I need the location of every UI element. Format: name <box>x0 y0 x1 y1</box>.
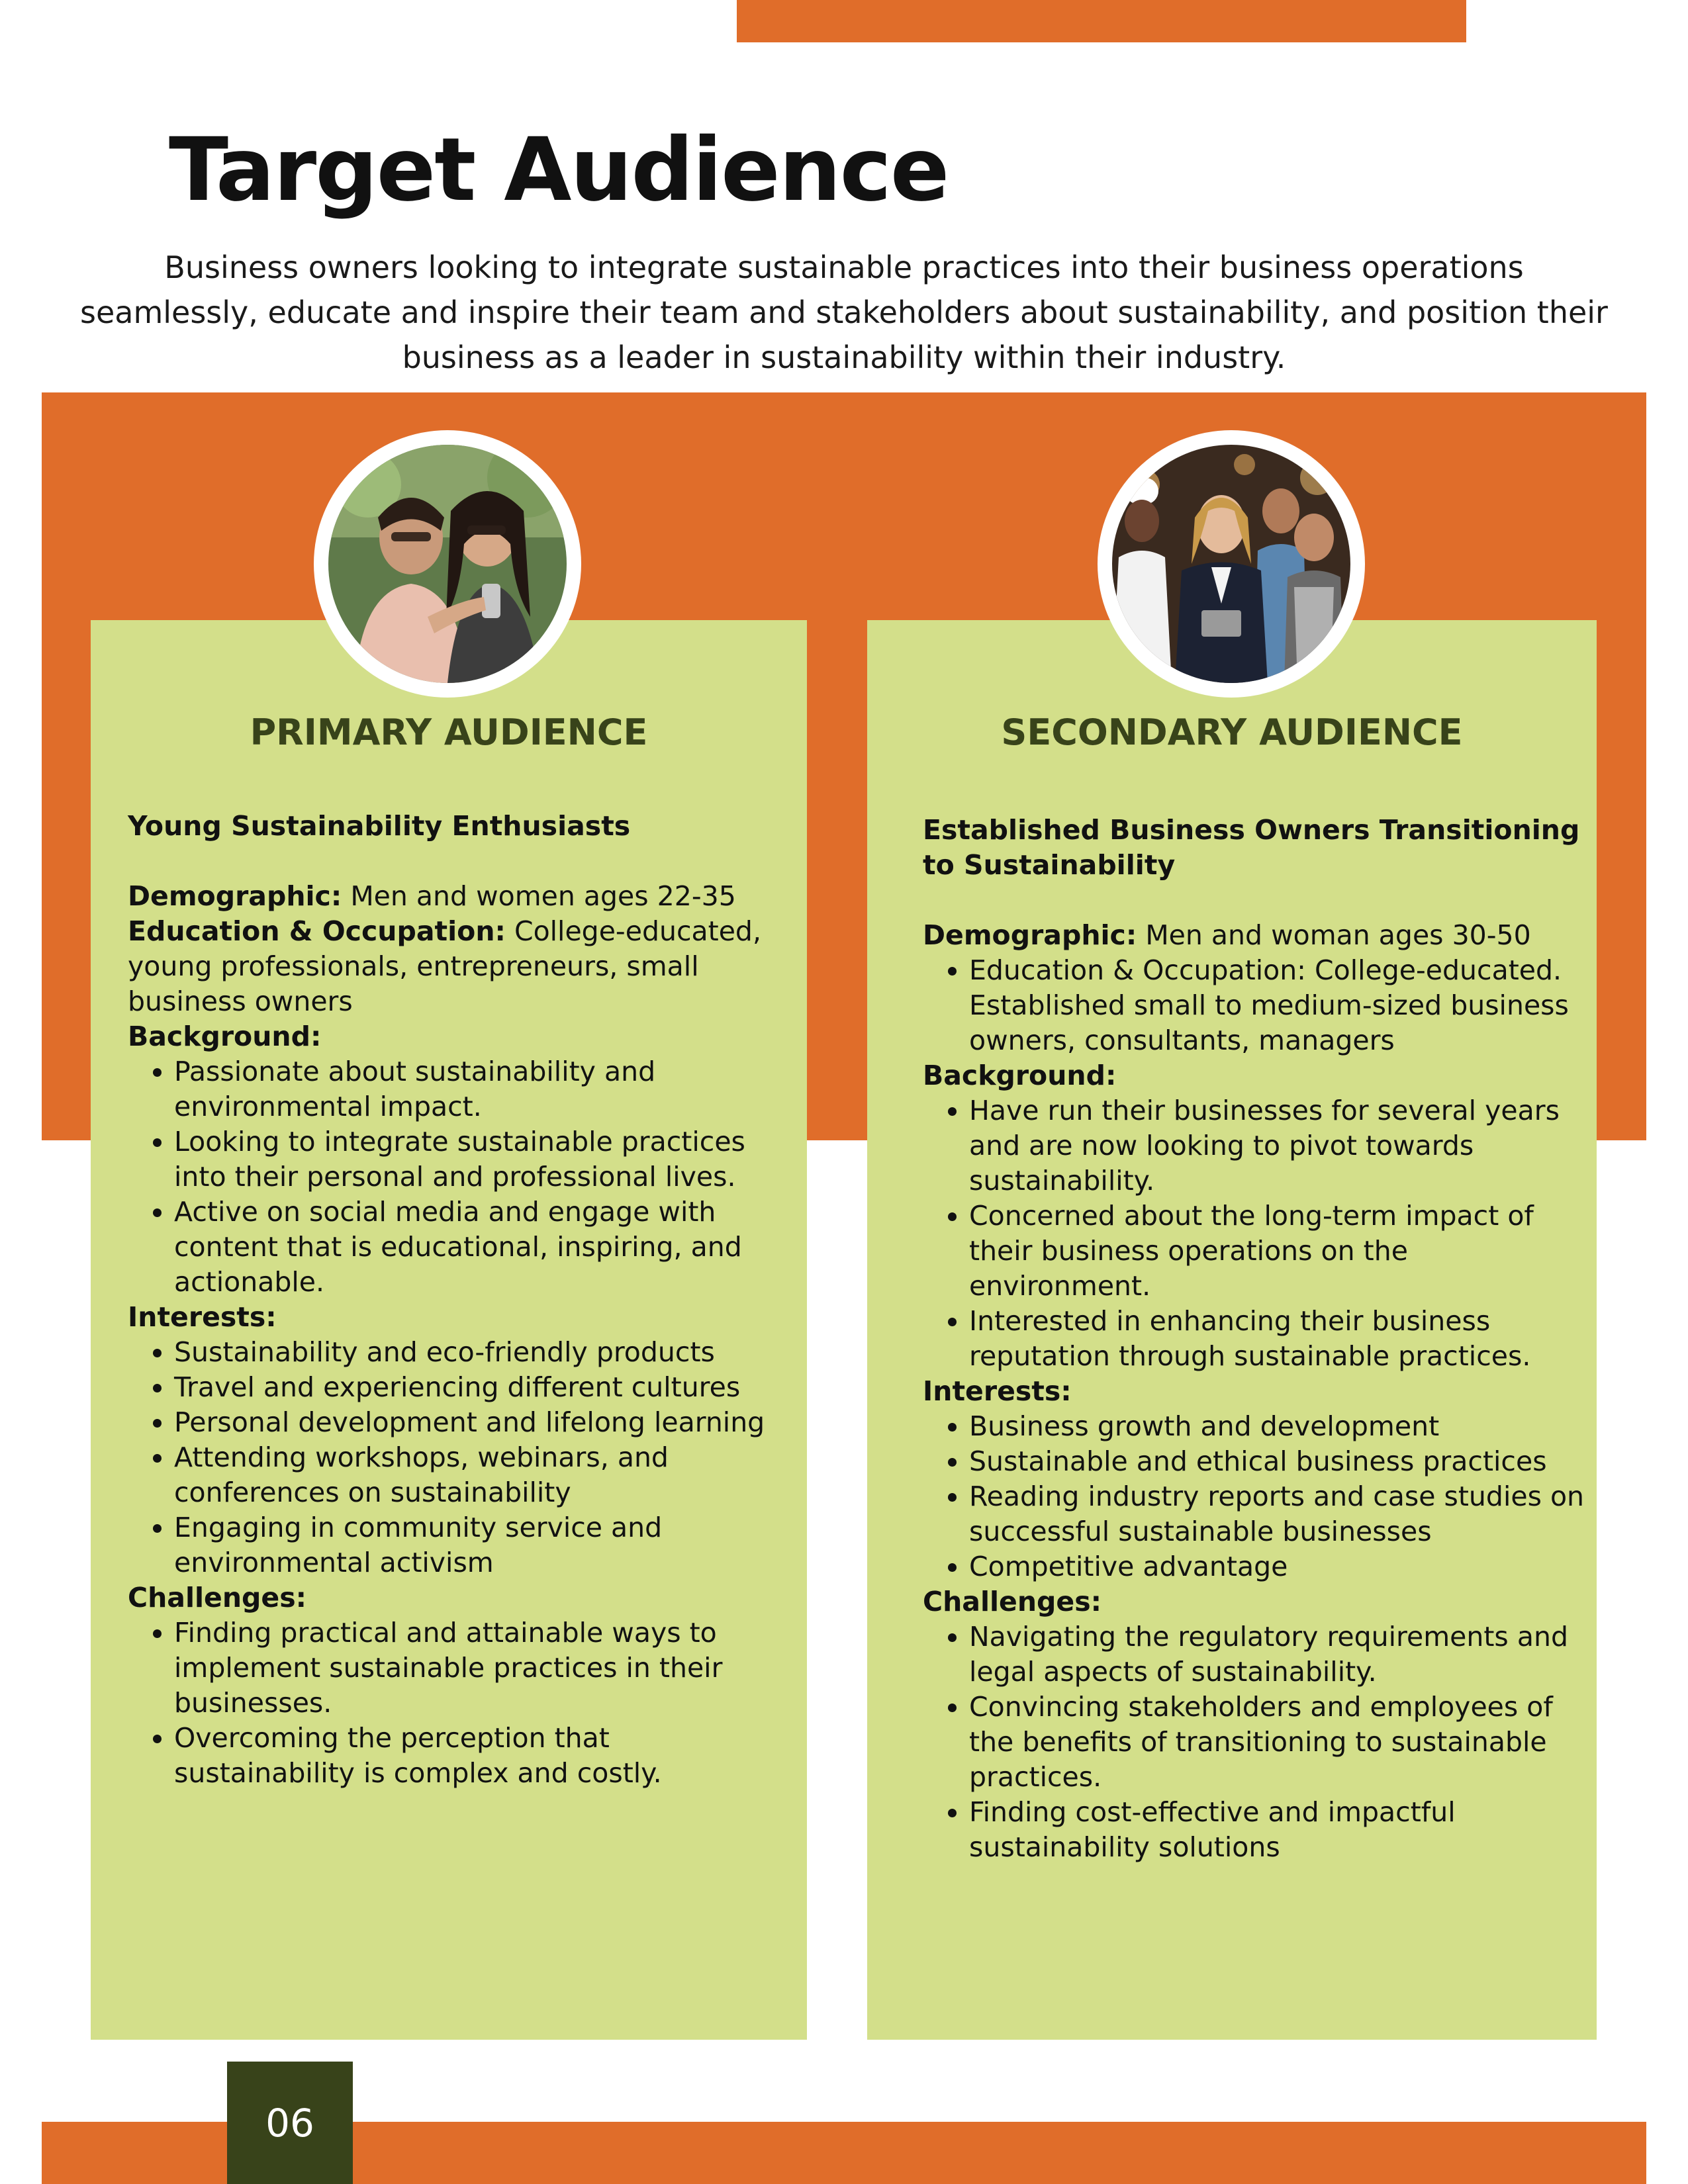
primary-demographic: Demographic: Men and women ages 22-35 <box>128 880 736 912</box>
primary-education: Education & Occupation: College-educated, young professionals, entrepreneurs, small business owners <box>128 915 761 1017</box>
secondary-background-list <box>923 1093 1585 1374</box>
primary-background-list <box>128 1054 790 1300</box>
list-item: • Overcoming the perception that sustainability is complex and costly. <box>174 1721 790 1791</box>
primary-audience-heading: PRIMARY AUDIENCE <box>250 711 648 753</box>
list-item: • Personal development and lifelong learning <box>174 1405 790 1440</box>
primary-challenges-list <box>128 1615 790 1791</box>
top-accent-bar <box>737 0 1466 42</box>
list-item: • Interested in enhancing their business reputation through sustainable practices. <box>969 1304 1585 1374</box>
list-item: • Concerned about the long-term impact of their business operations on the environment. <box>969 1199 1585 1304</box>
secondary-background-label: Background: <box>923 1060 1117 1091</box>
primary-interests-list <box>128 1335 790 1580</box>
secondary-audience-content <box>923 813 1585 1865</box>
primary-interests-label: Interests: <box>128 1301 277 1333</box>
list-item: • Travel and experiencing different cultures <box>174 1370 790 1405</box>
list-item: • Finding cost-effective and impactful sustainability solutions <box>969 1795 1585 1865</box>
primary-subheading: Young Sustainability Enthusiasts <box>128 810 631 842</box>
list-item: • Navigating the regulatory requirements and legal aspects of sustainability. <box>969 1619 1585 1690</box>
secondary-audience-photo <box>1098 430 1365 698</box>
list-item: • Passionate about sustainability and environmental impact. <box>174 1054 790 1124</box>
list-item: • Sustainable and ethical business practices <box>969 1444 1585 1479</box>
list-item: • Engaging in community service and environmental activism <box>174 1510 790 1580</box>
secondary-challenges-list <box>923 1619 1585 1865</box>
list-item: • Have run their businesses for several years and are now looking to pivot towards sustainability. <box>969 1093 1585 1199</box>
primary-background-label: Background: <box>128 1021 322 1052</box>
list-item: • Finding practical and attainable ways to implement sustainable practices in their businesses. <box>174 1615 790 1721</box>
list-item: • Attending workshops, webinars, and conferences on sustainability <box>174 1440 790 1510</box>
list-item: • Business growth and development <box>969 1409 1585 1444</box>
secondary-demographic-list <box>923 953 1585 1058</box>
list-item: • Education & Occupation: College-educated. Established small to medium-sized business owners, consultants, managers <box>969 953 1585 1058</box>
secondary-interests-list <box>923 1409 1585 1584</box>
primary-audience-photo <box>314 430 581 698</box>
list-item: • Sustainability and eco-friendly products <box>174 1335 790 1370</box>
primary-challenges-label: Challenges: <box>128 1582 307 1614</box>
list-item: • Looking to integrate sustainable practices into their personal and professional lives. <box>174 1124 790 1195</box>
intro-paragraph: Business owners looking to integrate sustainable practices into their business operations seamlessly, educate and inspire their team and stakeholders about sustainability, and position their business as a leader in sustainability within their industry. <box>80 250 1608 375</box>
list-item: • Active on social media and engage with content that is educational, inspiring, and actionable. <box>174 1195 790 1300</box>
list-item: • Reading industry reports and case studies on successful sustainable businesses <box>969 1479 1585 1549</box>
secondary-demographic: Demographic: Men and woman ages 30-50 <box>923 919 1531 951</box>
page-number: 06 <box>227 2062 353 2184</box>
secondary-challenges-label: Challenges: <box>923 1586 1102 1617</box>
primary-audience-content <box>128 809 790 1791</box>
list-item: • Convincing stakeholders and employees of the benefits of transitioning to sustainable practices. <box>969 1690 1585 1795</box>
secondary-subheading: Established Business Owners Transitioning to Sustainability <box>923 814 1580 881</box>
page-title: Target Audience <box>169 119 949 221</box>
list-item: • Competitive advantage <box>969 1549 1585 1584</box>
secondary-interests-label: Interests: <box>923 1375 1072 1407</box>
secondary-audience-heading: SECONDARY AUDIENCE <box>1001 711 1463 753</box>
